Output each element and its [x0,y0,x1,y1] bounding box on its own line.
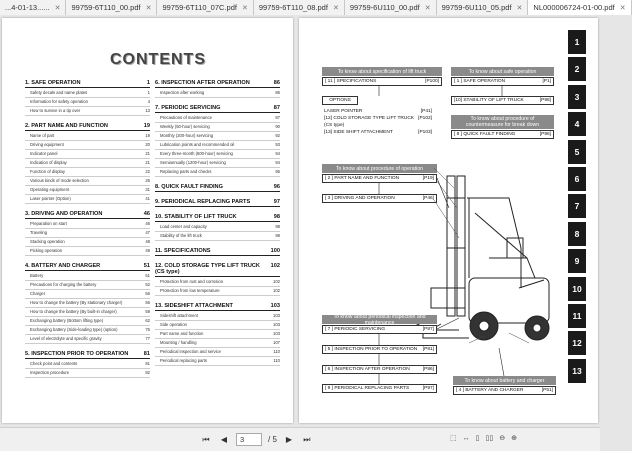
section-tab-7[interactable]: 7 [568,194,586,218]
page-navigation [200,433,313,446]
entry-text: Monthly (200-hour) servicing [160,133,214,138]
entry-page: 22 [145,169,150,174]
toc-entry[interactable] [155,348,280,357]
options-label: OPTIONS [329,98,351,103]
entry-page: 41 [145,196,150,201]
entry-text: Sideshift attachment [160,313,198,318]
item-page: [P97] [422,386,434,391]
toc-entry[interactable] [155,132,280,141]
entry-page: 20 [145,142,150,147]
toc-section-heading[interactable] [25,123,150,131]
entry-page: 52 [145,282,150,287]
entry-page: 47 [145,230,150,235]
toc-entry[interactable] [25,132,150,141]
heading-text: 10. STABILITY OF LIFT TRUCK [155,214,237,220]
entry-page: 4 [147,99,150,104]
heading-page: 19 [143,123,150,129]
heading-page: 98 [273,214,280,220]
toc-entry[interactable] [25,229,150,238]
entry-page: 21 [145,160,150,165]
item-page: [P98] [539,98,551,103]
toc-entry[interactable] [25,335,150,344]
entry-page: 92 [275,133,280,138]
view-tools [450,434,517,442]
entry-page: 26 [145,178,150,183]
entry-page: 59 [145,309,150,314]
toc-section [155,105,280,177]
toc-section [25,123,150,204]
contents-page [2,18,293,423]
page-title: CONTENTS [110,51,206,68]
toc-entry[interactable] [25,168,150,177]
option-text: [13] SIDE SHIFT ATTACHMENT [324,130,393,135]
toc-entry[interactable] [25,299,150,308]
entry-page: 103 [273,331,280,336]
page-number-input[interactable]: 3 [236,433,262,446]
toc-entry[interactable] [25,98,150,107]
fit-width-icon[interactable]: ↔ [462,434,470,442]
toc-section [155,303,280,366]
toc-column-right [155,80,280,373]
entry-text: Weekly (50-hour) servicing [160,124,210,129]
entry-page: 94 [275,160,280,165]
close-tab-icon[interactable]: ✕ [516,4,523,12]
option-page: [P103] [418,130,432,135]
item-page: [P87] [422,327,434,332]
entry-page: 77 [145,336,150,341]
entry-page: 110 [273,358,280,363]
entry-page: 93 [275,142,280,147]
toc-entry[interactable] [25,308,150,317]
close-tab-icon[interactable]: ✕ [332,4,339,12]
entry-page: 103 [273,313,280,318]
entry-page: 49 [145,248,150,253]
toc-entry[interactable] [155,150,280,159]
entry-page: 87 [275,115,280,120]
entry-text: Name of part [30,133,55,138]
close-tab-icon[interactable]: ✕ [241,4,248,12]
section-tab-12[interactable]: 12 [568,331,586,355]
toc-entry[interactable] [155,89,280,98]
last-page-icon[interactable]: ⏭ [303,434,311,444]
entry-page: 82 [145,370,150,375]
heading-text: 11. SPECIFICATIONS [155,248,211,254]
heading-text: 7. PERIODIC SERVICING [155,105,221,111]
item-label: [ 4 ] BATTERY AND CHARGER [456,388,524,393]
entry-text: Side operation [160,322,188,327]
tab-label: 99759-6T110_00.pdf [71,3,141,12]
entry-page: 103 [273,322,280,327]
entry-page: 76 [145,327,150,332]
next-page-icon[interactable]: ▶ [285,435,292,444]
toc-entry[interactable] [25,290,150,299]
entry-text: Preparation on start [30,221,67,226]
toc-section-heading[interactable] [155,199,280,207]
page-total: / 5 [268,435,277,444]
toc-entry[interactable] [155,330,280,339]
toc-entry[interactable] [155,312,280,321]
toc-section [25,351,150,378]
entry-text: Inspection after working [160,90,205,95]
heading-text: 8. QUICK FAULT FINDING [155,184,223,190]
item-label: [10] STABILITY OF LIFT TRUCK [454,98,524,103]
toc-section [25,263,150,344]
toc-entry[interactable] [155,159,280,168]
entry-page: 94 [275,151,280,156]
toc-section [155,80,280,98]
heading-page: 51 [143,263,150,269]
entry-page: 95 [275,169,280,174]
item-label: [ 9 ] PERIODICAL REPLACING PARTS [325,386,410,391]
entry-text: Stacking operation [30,239,65,244]
entry-text: Protection from low temperature [160,288,220,293]
heading-page: 87 [273,105,280,111]
tab-label: NL000006724-01-00.pdf [533,3,615,12]
heading-text: 3. DRIVING AND OPERATION [25,211,103,217]
document-tab-bar [0,0,626,15]
heading-page: 81 [143,351,150,357]
toc-entry[interactable] [25,317,150,326]
toc-entry[interactable] [25,195,150,204]
toc-section [25,80,150,116]
toc-entry[interactable] [25,360,150,369]
entry-text: How to survive in a tip over [30,108,81,113]
toc-section-heading[interactable] [155,263,280,277]
safe-operation-header: To know about safe operation [451,67,554,76]
toc-entry[interactable] [25,159,150,168]
entry-page: 102 [273,288,280,293]
entry-text: Load center and capacity [160,224,207,229]
toc-entry[interactable] [25,186,150,195]
heading-text: 1. SAFE OPERATION [25,80,81,86]
heading-text: 4. BATTERY AND CHARGER [25,263,101,269]
document-tab[interactable] [0,0,66,15]
toc-section [155,199,280,207]
entry-text: Exchanging battery (Bottom lifting type) [30,318,104,323]
entry-page: 56 [145,291,150,296]
first-page-icon[interactable]: ⏮ [202,434,210,444]
item-page: [P51] [541,388,553,393]
connector-lines [299,18,598,423]
entry-text: Exchanging battery (Side-loading type) (option) [30,327,118,332]
section-tab-3[interactable]: 3 [568,85,586,109]
toc-entry[interactable] [25,220,150,229]
close-tab-icon[interactable]: ✕ [424,4,431,12]
toc-section-heading[interactable] [25,351,150,359]
entry-text: Mounting / handling [160,340,197,345]
zoom-out-icon[interactable]: ⊖ [499,435,506,442]
entry-text: Charger [30,291,46,296]
procedure-header: To know about procedure of operation [322,164,437,173]
item-label: [ 8 ] QUICK FAULT FINDING [454,132,516,137]
toc-entry[interactable] [155,278,280,287]
section-tab-5[interactable]: 5 [568,140,586,164]
entry-text: Traveling [30,230,48,235]
entry-text: Lubrication points and recommended oil [160,142,235,147]
toc-entry[interactable] [155,357,280,366]
toc-entry[interactable] [155,168,280,177]
item-label: [ 1 ] SAFE OPERATION [454,79,506,84]
entry-text: Function of display [30,169,65,174]
heading-page: 103 [270,303,280,309]
toc-section-heading[interactable] [155,105,280,113]
toc-column-left [25,80,150,385]
toc-section-heading[interactable] [25,80,150,88]
heading-text: 12. COLD STORAGE TYPE LIFT TRUCK (CS type) [155,263,260,275]
item-label: [ 3 ] DRIVING AND OPERATION [325,196,395,201]
option-text: LASER POINTER [324,109,363,114]
toc-entry[interactable] [25,272,150,281]
toc-entry[interactable] [25,177,150,186]
document-tab[interactable] [66,0,157,15]
toc-section-heading[interactable] [155,248,280,256]
item-label: [ 2 ] PART NAME AND FUNCTION [325,176,400,181]
item-page: [P100] [425,79,439,84]
entry-text: Indicator panel [30,151,58,156]
section-tab-10[interactable]: 10 [568,277,586,301]
entry-text: How to change the battery (By stationary charger) [30,300,123,305]
heading-page: 46 [143,211,150,217]
periodic-header: To know about periodical inspection and maintenance [322,315,437,324]
toc-section-heading[interactable] [155,214,280,222]
entry-text: Stability of the lift truck [160,233,202,238]
toc-entry[interactable] [25,247,150,256]
heading-text: 13. SIDESHIFT ATTACHMENT [155,303,233,309]
entry-page: 48 [145,239,150,244]
toc-entry[interactable] [155,223,280,232]
index-diagram-page [299,18,598,423]
status-bar [0,427,600,451]
toc-section [155,214,280,241]
item-page: [P19] [422,176,434,181]
toc-section-heading[interactable] [155,303,280,311]
entry-page: 19 [145,133,150,138]
entry-text: Precautions of maintenance [160,115,212,120]
toc-section-heading[interactable] [25,263,150,271]
entry-text: Information for safety operation [30,99,88,104]
toc-entry[interactable] [25,281,150,290]
section-tab-2[interactable]: 2 [568,57,586,81]
tab-label: ...4-01-13...... [5,3,50,12]
entry-text: Indication of display [30,160,67,165]
entry-text: Precautions for charging the battery [30,282,97,287]
section-index-tabs [568,30,586,386]
heading-page: 97 [273,199,280,205]
tab-label: 99759-6U110_00.pdf [349,3,420,12]
section-tab-8[interactable]: 8 [568,222,586,246]
entry-page: 86 [275,90,280,95]
option-page: [P102] [418,116,432,121]
entry-page: 46 [145,221,150,226]
entry-text: Part name and function [160,331,204,336]
document-tab[interactable] [437,0,529,15]
entry-text: Battery [30,273,44,278]
entry-page: 107 [273,340,280,345]
heading-page: 96 [273,184,280,190]
section-tab-11[interactable]: 11 [568,304,586,328]
entry-text: Every three-month (600-hour) servicing [160,151,233,156]
heading-page: 1 [146,80,150,86]
breakdown-header: To know about procedure of countermeasure for break down [451,115,554,129]
item-label: [ 7 ] PERIODIC SERVICING [325,327,386,332]
toc-section-heading[interactable] [155,184,280,192]
heading-text: 9. PERIODICAL REPLACING PARTS [155,199,251,205]
section-tab-6[interactable]: 6 [568,167,586,191]
toc-entry[interactable] [25,369,150,378]
entry-text: Picking operation [30,248,63,253]
entry-text: Protection from rust and corrosion [160,279,224,284]
entry-text: How to change the battery (By built-in charger) [30,309,117,314]
toc-section [155,248,280,256]
close-tab-icon[interactable]: ✕ [54,4,61,12]
spec-header: To know about specification of lift truck [322,67,442,76]
entry-page: 90 [275,124,280,129]
item-page: [P86] [422,367,434,372]
toc-entry[interactable] [155,232,280,241]
fit-page-icon[interactable]: ⬚ [450,435,457,442]
item-label: [ 11 ] SPECIFICATIONS [325,79,377,84]
toc-entry[interactable] [155,141,280,150]
entry-text: Laser pointer (Option) [30,196,71,201]
entry-text: Operating equipment [30,187,70,192]
toc-entry[interactable] [25,150,150,159]
section-tab-13[interactable]: 13 [568,359,586,383]
entry-text: Various kinds of mode selection [30,178,89,183]
item-page: [P81] [422,347,434,352]
entry-page: 98 [275,233,280,238]
item-page: [P96] [539,132,551,137]
document-tab[interactable] [254,0,345,15]
entry-text: Driving equipment [30,142,64,147]
entry-page: 81 [145,361,150,366]
toc-section [155,263,280,296]
zoom-in-icon[interactable]: ⊕ [511,435,517,442]
entry-text: Inspection procedure [30,370,70,375]
toc-entry[interactable] [155,114,280,123]
item-page: [P46] [422,196,434,201]
section-tab-1[interactable]: 1 [568,30,586,54]
entry-page: 98 [275,224,280,229]
close-tab-icon[interactable]: ✕ [145,4,152,12]
section-tab-9[interactable]: 9 [568,249,586,273]
entry-text: Semiannually (1200-hour) servicing [160,160,226,165]
toc-entry[interactable] [155,321,280,330]
toc-entry[interactable] [155,339,280,348]
option-page: [P41] [420,109,432,114]
entry-page: 102 [273,279,280,284]
entry-page: 1 [147,90,150,95]
two-page-icon[interactable]: ▯▯ [485,435,494,442]
entry-text: Level of electrolyte and specific gravity [30,336,102,341]
toc-entry[interactable] [25,326,150,335]
entry-page: 110 [273,349,280,354]
heading-page: 86 [273,80,280,86]
tab-label: 99759-6T110_08.pdf [258,3,328,12]
toc-entry[interactable] [155,287,280,296]
heading-text: 2. PART NAME AND FUNCTION [25,123,108,129]
tab-label: 99759-6U110_05.pdf [441,3,512,12]
heading-text: 6. INSPECTION AFTER OPERATION [155,80,250,86]
document-tab[interactable] [528,0,631,15]
toc-entry[interactable] [25,107,150,116]
toc-section [155,184,280,192]
item-label: [ 6 ] INSPECTION AFTER OPERATION [325,367,410,372]
entry-page: 62 [145,318,150,323]
single-page-icon[interactable]: ▯ [475,435,480,442]
toc-section-heading[interactable] [155,80,280,88]
toc-entry[interactable] [25,238,150,247]
heading-page: 102 [270,263,280,269]
close-tab-icon[interactable]: ✕ [619,4,626,12]
entry-page: 21 [145,151,150,156]
entry-page: 51 [145,273,150,278]
toc-section [25,211,150,256]
entry-text: Replacing parts and checks [160,169,212,174]
entry-text: Safety decals and name plates [30,90,88,95]
option-text: [12] COLD STORAGE TYPE LIFT TRUCK (CS type) [324,116,415,128]
battery-header: To know about battery and charger [453,376,556,385]
section-tab-4[interactable]: 4 [568,112,586,136]
toc-entry[interactable] [25,141,150,150]
entry-text: Check point and contents [30,361,78,366]
heading-page: 100 [270,248,280,254]
toc-entry[interactable] [25,89,150,98]
entry-page: 31 [145,187,150,192]
entry-page: 13 [145,108,150,113]
toc-section-heading[interactable] [25,211,150,219]
document-tab[interactable] [345,0,437,15]
item-page: [P1] [542,79,551,84]
toc-entry[interactable] [155,123,280,132]
document-tab[interactable] [157,0,253,15]
previous-page-icon[interactable]: ◀ [220,435,228,444]
entry-page: 56 [145,300,150,305]
entry-text: Periodical replacing parts [160,358,208,363]
entry-text: Periodical inspection and service [160,349,221,354]
tab-label: 99759-6T110_07C.pdf [162,3,237,12]
item-label: [ 5 ] INSPECTION PRIOR TO OPERATION [325,347,418,352]
heading-text: 5. INSPECTION PRIOR TO OPERATION [25,351,129,357]
